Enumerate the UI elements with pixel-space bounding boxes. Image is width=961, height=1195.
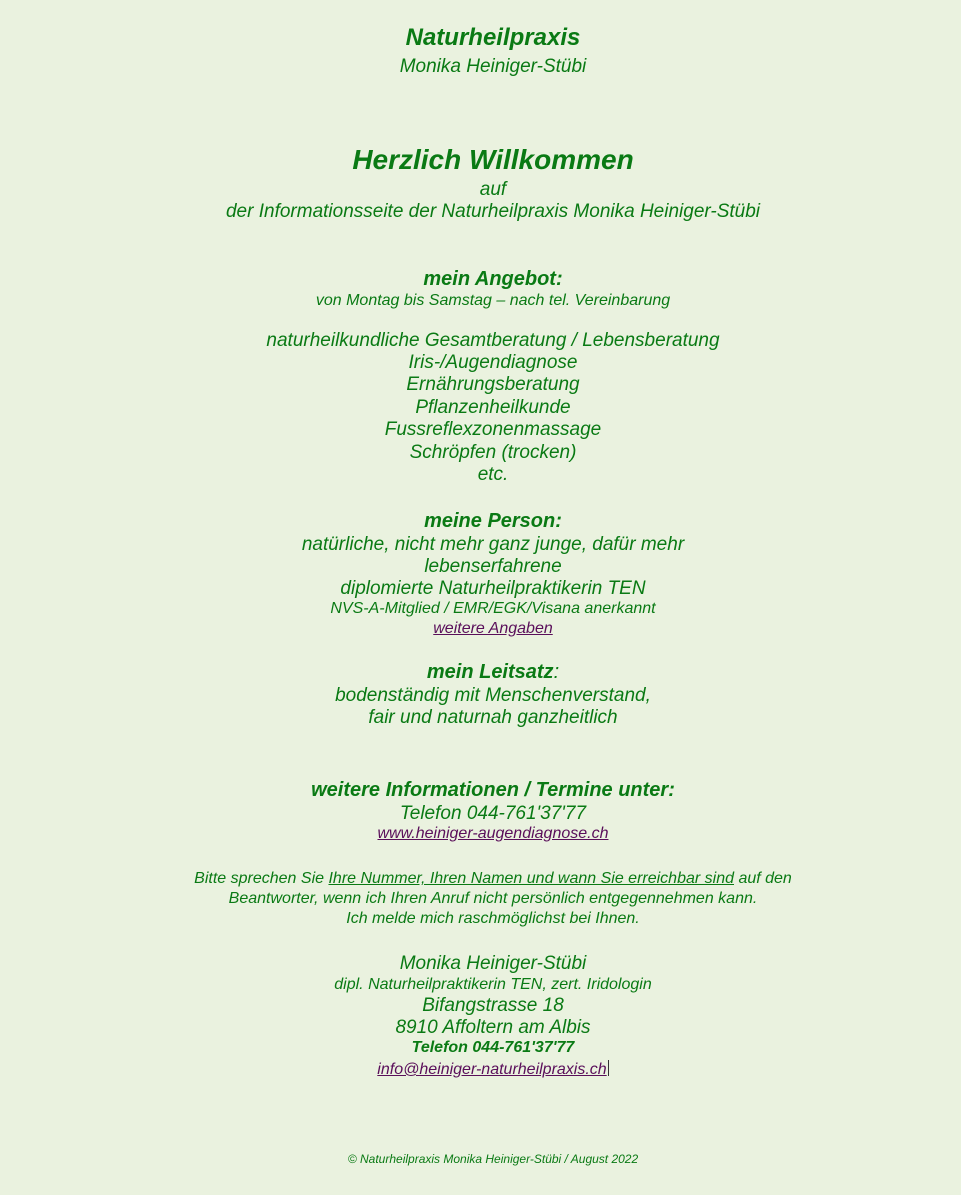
website-row [0, 825, 961, 843]
person-line1: natürliche, nicht mehr ganz junge, dafür mehr [301, 534, 685, 555]
person-line2: lebenserfahrene [424, 556, 562, 577]
leitsatz-heading: mein Leitsatz [426, 661, 554, 683]
info-message-line3: Ich melde mich raschmöglichst bei Ihnen. [346, 910, 640, 927]
angebot-item: Fussreflexzonenmassage [384, 419, 602, 440]
weitere-angaben-row [0, 620, 961, 638]
angebot-item: Iris-/Augendiagnose [408, 352, 578, 373]
angebot-item: Ernährungsberatung [406, 374, 580, 395]
person-line4: NVS-A-Mitglied / EMR/EGK/Visana anerkannt [330, 600, 656, 617]
info-message-line2: Beantworter, wenn ich Ihren Anruf nicht persönlich entgegennehmen kann. [228, 890, 758, 907]
contact-title: dipl. Naturheilpraktikerin TEN, zert. Iridologin [334, 976, 652, 993]
info-message-line1 [0, 870, 961, 888]
leitsatz-heading-row [0, 661, 961, 684]
welcome-line: der Informationsseite der Naturheilpraxis Monika Heiniger-Stübi [225, 201, 760, 222]
site-title: Naturheilpraxis [405, 24, 581, 51]
person-line3: diplomierte Naturheilpraktikerin TEN [340, 578, 646, 599]
contact-city: 8910 Affoltern am Albis [395, 1017, 591, 1038]
info-phone: Telefon 044-761'37'77 [399, 803, 587, 824]
info-message-pre: Bitte sprechen Sie [194, 870, 329, 887]
leitsatz-colon: : [553, 661, 560, 683]
welcome-auf: auf [479, 179, 507, 200]
footer-copyright: © Naturheilpraxis Monika Heiniger-Stübi / August 2022 [347, 1152, 639, 1166]
info-message-post: auf den [734, 870, 792, 887]
angebot-item: etc. [477, 464, 509, 485]
email-link[interactable]: info@heiniger-naturheilpraxis.ch [377, 1061, 607, 1078]
site-subtitle: Monika Heiniger-Stübi [399, 56, 587, 77]
angebot-item: naturheilkundliche Gesamtberatung / Lebensberatung [266, 330, 720, 351]
welcome-headline: Herzlich Willkommen [352, 144, 634, 175]
angebot-item: Pflanzenheilkunde [415, 397, 571, 418]
person-heading: meine Person: [424, 510, 562, 532]
weitere-angaben-link[interactable]: weitere Angaben [433, 620, 553, 637]
angebot-heading: mein Angebot: [423, 268, 563, 290]
email-row [0, 1060, 961, 1079]
info-heading: weitere Informationen / Termine unter: [311, 779, 675, 801]
contact-street: Bifangstrasse 18 [422, 995, 564, 1016]
contact-name: Monika Heiniger-Stübi [399, 953, 587, 974]
text-cursor [608, 1060, 609, 1076]
contact-phone: Telefon 044-761'37'77 [411, 1039, 575, 1056]
website-link[interactable]: www.heiniger-augendiagnose.ch [377, 825, 609, 842]
angebot-item: Schröpfen (trocken) [409, 442, 577, 463]
leitsatz-line2: fair und naturnah ganzheitlich [368, 707, 618, 728]
leitsatz-line1: bodenständig mit Menschenverstand, [335, 685, 651, 706]
info-message-underlined: Ihre Nummer, Ihren Namen und wann Sie erreichbar sind [328, 870, 734, 887]
angebot-note: von Montag bis Samstag – nach tel. Vereinbarung [315, 292, 671, 309]
